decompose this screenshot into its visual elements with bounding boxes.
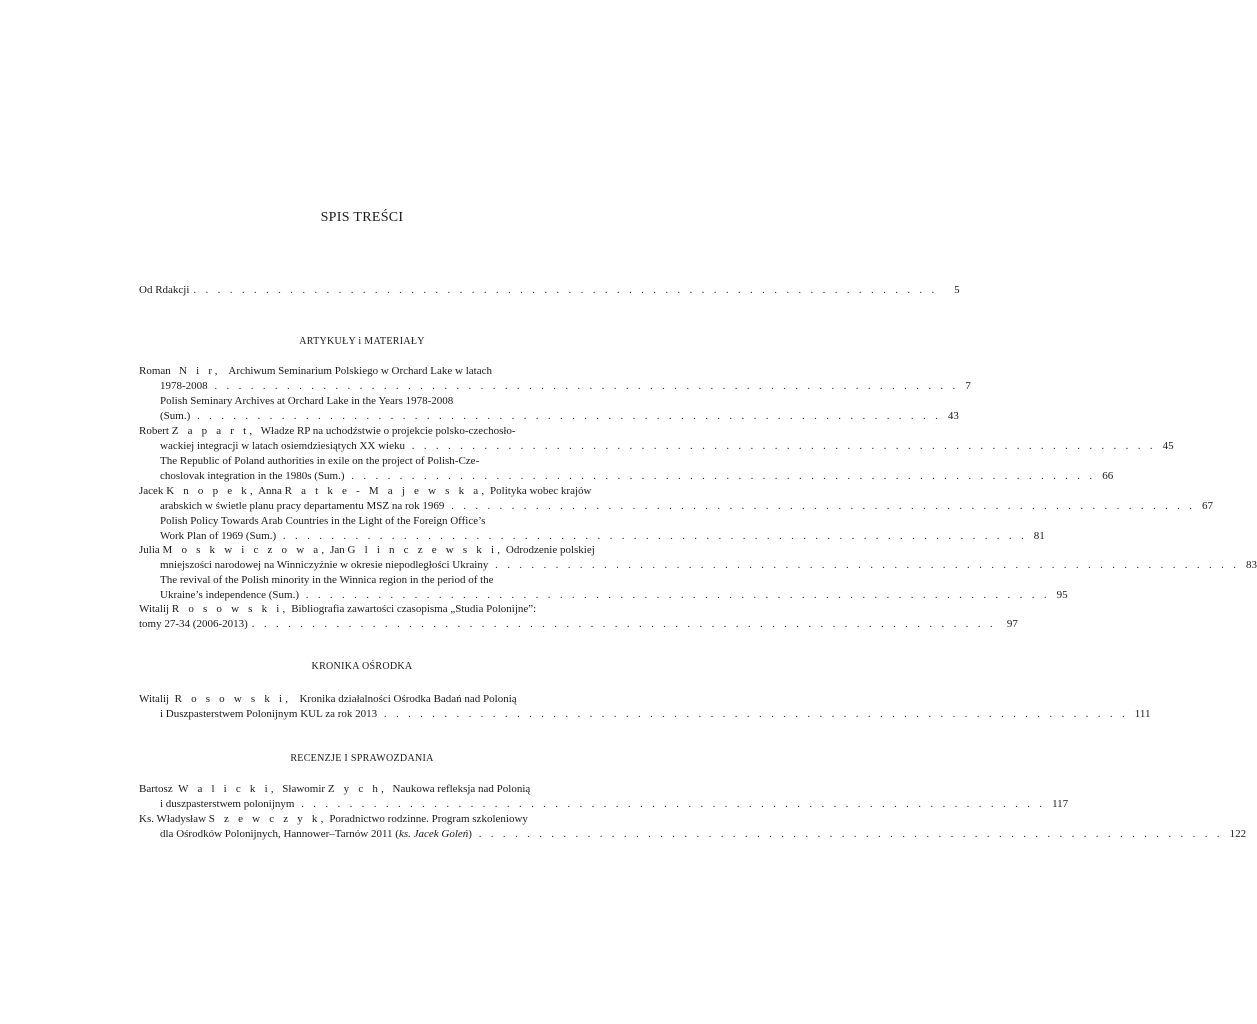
coauthor-first-name: Jan (330, 544, 345, 556)
toc-entry (139, 782, 1069, 812)
page-number: 122 (1229, 828, 1247, 840)
toc-entry (139, 424, 1174, 484)
author-surname: R o s o w s k i, (174, 693, 292, 705)
entry-title: Poradnictwo rodzinne. Program szkoleniowy (329, 813, 528, 825)
page-number: 117 (1052, 798, 1069, 810)
entry-title: Bibliografia zawartości czasopisma „Studia Polonijne”: (291, 603, 537, 615)
author-surname: R o s o w s k i, (171, 603, 289, 615)
author-surname: K n o p e k, (166, 485, 256, 497)
entry-title-cont: dla Ośrodków Polonijnych, Hannower–Tarnów 2011 ( (160, 828, 399, 840)
entry-title-end: ) (468, 828, 472, 840)
page-number: 97 (1006, 618, 1018, 630)
reviewer-name: ks. Jacek Goleń (398, 828, 469, 840)
summary-title-cont: choslovak integration in the 1980s (Sum.) (160, 470, 345, 482)
dot-leader: . . . . . . . . . . . . . . . . . . . . . . . . . . . . . . . . . . . . . . . . . . . . . . . . . . . . . . . . . . . . . . (411, 440, 1156, 452)
entry-title-cont: i Duszpasterstwem Polonijnym KUL za rok 2013 (160, 708, 378, 720)
author-surname: Z a p a r t, (171, 425, 256, 437)
author-first-name: Jacek (139, 485, 164, 497)
entry-title: Kronika działalności Ośrodka Badań nad Polonią (299, 693, 517, 705)
entry-label: Od Rdakcji (139, 284, 190, 296)
author-surname: S z e w c z y k, (208, 813, 327, 825)
toc-entry (139, 543, 1257, 603)
author-surname: M o s k w i c z o w a, (162, 544, 328, 556)
page-number: 7 (965, 380, 971, 392)
summary-title-cont: (Sum.) (160, 410, 191, 422)
summary-title: Polish Seminary Archives at Orchard Lake in the Years 1978-2008 (160, 395, 454, 407)
dot-leader: . . . . . . . . . . . . . . . . . . . . . . . . . . . . . . . . . . . . . . . . . . . . . . . . . . . . . . . . . . . . . . (451, 500, 1196, 512)
entry-title-cont: tomy 27-34 (2006-2013) (139, 618, 248, 630)
coauthor-first-name: Sławomir (282, 783, 326, 795)
entry-title: Polityka wobec krajów (490, 485, 592, 497)
toc-entry (139, 692, 1151, 722)
dot-leader: . . . . . . . . . . . . . . . . . . . . . . . . . . . . . . . . . . . . . . . . . . . . . . . . . . . . . . . . . . . . . . (197, 410, 942, 422)
coauthor-first-name: Anna (258, 485, 282, 497)
page-number: 43 (947, 410, 959, 422)
author-first-name: Roman (139, 365, 171, 377)
entry-title: Archiwum Seminarium Polskiego w Orchard Lake w latach (228, 365, 492, 377)
dot-leader: . . . . . . . . . . . . . . . . . . . . . . . . . . . . . . . . . . . . . . . . . . . . . . . . . . . . . . . . . . . . . . (478, 828, 1223, 840)
page-number: 66 (1102, 470, 1114, 482)
toc-entry (139, 812, 1247, 842)
page-number: 67 (1202, 500, 1214, 512)
summary-title: The revival of the Polish minority in the Winnica region in the period of the (160, 574, 494, 586)
page-number: 45 (1162, 440, 1174, 452)
page-title: SPIS TREŚCI (320, 210, 404, 225)
page-number: 5 (954, 284, 960, 296)
dot-leader: . . . . . . . . . . . . . . . . . . . . . . . . . . . . . . . . . . . . . . . . . . . . . . . . . . . . . . . . . . . . . . (282, 530, 1028, 542)
summary-title: The Republic of Poland authorities in exile on the project of Polish-Cze- (160, 455, 480, 467)
page-number: 81 (1033, 530, 1045, 542)
dot-leader: . . . . . . . . . . . . . . . . . . . . . . . . . . . . . . . . . . . . . . . . . . . . . . . . . . . . . . . . . . . . . . (383, 708, 1129, 720)
entry-title: Odrodzenie polskiej (505, 544, 595, 556)
entry-title: Naukowa refleksja nad Polonią (392, 783, 531, 795)
dot-leader: . . . . . . . . . . . . . . . . . . . . . . . . . . . . . . . . . . . . . . . . . . . . . . . . . . . . . . . . . . . . . . (251, 618, 996, 630)
coauthor-surname: Z y c h, (327, 783, 388, 795)
toc-entry (139, 602, 1018, 632)
toc-entry (139, 484, 1214, 544)
entry-title-cont: 1978-2008 (160, 380, 208, 392)
dot-leader: . . . . . . . . . . . . . . . . . . . . . . . . . . . . . . . . . . . . . . . . . . . . . . . . . . . . . . . . . . . . . . (305, 589, 1050, 601)
author-first-name: Julia (139, 544, 160, 556)
toc-entry (139, 364, 971, 424)
entry-title-cont: arabskich w świetle planu pracy departamentu MSZ na rok 1969 (160, 500, 445, 512)
page-number: 95 (1056, 589, 1068, 601)
dot-leader: . . . . . . . . . . . . . . . . . . . . . . . . . . . . . . . . . . . . . . . . . . . . . . . . . . . . . . . . . . . . . . (301, 798, 1046, 810)
entry-title-cont: mniejszości narodowej na Winniczyźnie w okresie niepodległości Ukrainy (160, 559, 489, 571)
dot-leader: . . . . . . . . . . . . . . . . . . . . . . . . . . . . . . . . . . . . . . . . . . . . . . . . . . . . . . . . . . . . . . (193, 284, 938, 296)
entry-title-cont: i duszpasterstwem polonijnym (160, 798, 295, 810)
summary-title: Polish Policy Towards Arab Countries in the Light of the Foreign Office’s (160, 515, 486, 527)
coauthor-surname: R a t k e - M a j e w s k a, (284, 485, 488, 497)
section-heading-chronicle: KRONIKA OŚRODKA (311, 661, 413, 672)
summary-title-cont: Work Plan of 1969 (Sum.) (160, 530, 277, 542)
author-surname: W a l i c k i, (178, 783, 277, 795)
author-first-name: Ks. Władysław (139, 813, 207, 825)
author-first-name: Bartosz (139, 783, 173, 795)
dot-leader: . . . . . . . . . . . . . . . . . . . . . . . . . . . . . . . . . . . . . . . . . . . . . . . . . . . . . . . . . . . . . . (495, 559, 1240, 571)
summary-title-cont: Ukraine’s independence (Sum.) (160, 589, 299, 601)
dot-leader: . . . . . . . . . . . . . . . . . . . . . . . . . . . . . . . . . . . . . . . . . . . . . . . . . . . . . . . . . . . . . . (351, 470, 1096, 482)
author-first-name: Witalij (139, 603, 170, 615)
toc-entry-intro (139, 283, 960, 298)
page-number: 83 (1246, 559, 1257, 571)
entry-title-cont: wackiej integracji w latach osiemdziesiątych XX wieku (160, 440, 405, 452)
entry-title: Władze RP na uchodźstwie o projekcie polsko-czechosło- (260, 425, 516, 437)
coauthor-surname: G l i n c z e w s k i, (347, 544, 504, 556)
section-heading-articles: ARTYKUŁY i MATERIAŁY (299, 336, 425, 347)
dot-leader: . . . . . . . . . . . . . . . . . . . . . . . . . . . . . . . . . . . . . . . . . . . . . . . . . . . . . . . . . . . . . . (214, 380, 959, 392)
author-first-name: Witalij (139, 693, 170, 705)
page-number: 111 (1134, 708, 1151, 720)
author-first-name: Robert (139, 425, 169, 437)
section-heading-reviews: RECENZJE I SPRAWOZDANIA (290, 753, 434, 764)
author-surname: N i r, (179, 365, 221, 377)
